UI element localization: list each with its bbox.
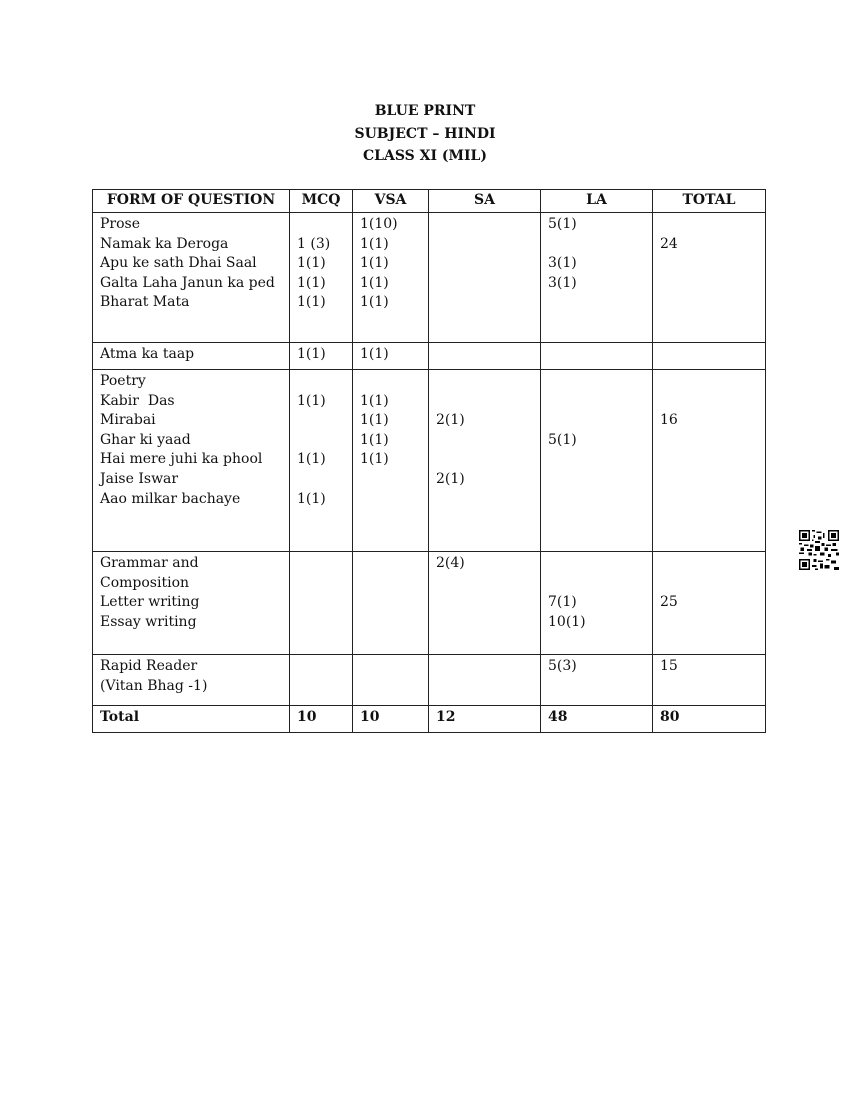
marks-value: 24 bbox=[660, 235, 678, 252]
question-form-line: Ghar ki yaad bbox=[100, 431, 191, 448]
marks-value bbox=[548, 235, 645, 255]
marks-value: 3(1) bbox=[548, 255, 577, 272]
cell-form bbox=[93, 213, 290, 343]
cell-vsa bbox=[353, 552, 429, 655]
blueprint-table bbox=[92, 189, 766, 733]
cell-mcq bbox=[290, 370, 353, 552]
table-row bbox=[93, 370, 766, 552]
cell-sa bbox=[429, 655, 541, 706]
question-form-line: Composition bbox=[100, 574, 190, 591]
marks-value: 25 bbox=[660, 594, 678, 611]
total-vsa: 10 bbox=[353, 706, 429, 733]
marks-value: 1 (3) bbox=[297, 235, 331, 252]
question-form-line: Mirabai bbox=[100, 412, 156, 429]
marks-value bbox=[548, 411, 645, 431]
marks-value bbox=[297, 431, 345, 451]
question-form-line: Hai mere juhi ka phool bbox=[100, 451, 263, 468]
marks-value bbox=[436, 392, 533, 412]
marks-value: 5(3) bbox=[548, 658, 577, 674]
header-sa: SA bbox=[429, 190, 541, 213]
question-form-line: Essay writing bbox=[100, 613, 197, 630]
marks-value: 1(1) bbox=[297, 346, 326, 362]
table-row bbox=[93, 552, 766, 655]
question-form-line: Aao milkar bachaye bbox=[100, 490, 241, 507]
cell-sa bbox=[429, 552, 541, 655]
total-total: 80 bbox=[653, 706, 766, 733]
cell-form bbox=[93, 552, 290, 655]
marks-value bbox=[436, 431, 533, 451]
cell-total bbox=[653, 343, 766, 370]
qr-code-icon bbox=[799, 530, 839, 570]
marks-value bbox=[297, 411, 345, 431]
marks-value bbox=[660, 574, 758, 594]
cell-mcq bbox=[290, 343, 353, 370]
table-row bbox=[93, 343, 766, 370]
cell-la bbox=[541, 343, 653, 370]
marks-value bbox=[660, 215, 758, 235]
marks-value: 1(1) bbox=[360, 294, 389, 311]
marks-value: 1(1) bbox=[360, 392, 389, 409]
total-mcq: 10 bbox=[290, 706, 353, 733]
cell-la bbox=[541, 213, 653, 343]
cell-la bbox=[541, 655, 653, 706]
cell-vsa bbox=[353, 213, 429, 343]
cell-total bbox=[653, 213, 766, 343]
header-total: TOTAL bbox=[653, 190, 766, 213]
question-form-line: Prose bbox=[100, 216, 141, 232]
cell-total bbox=[653, 655, 766, 706]
marks-value bbox=[660, 554, 758, 574]
question-form-line: Rapid Reader bbox=[100, 658, 198, 674]
cell-total bbox=[653, 370, 766, 552]
marks-value bbox=[360, 372, 421, 392]
cell-sa bbox=[429, 343, 541, 370]
cell-vsa bbox=[353, 655, 429, 706]
marks-value: 16 bbox=[660, 412, 678, 429]
marks-value bbox=[436, 450, 533, 470]
table-row bbox=[93, 655, 766, 706]
total-la: 48 bbox=[541, 706, 653, 733]
table-header-row bbox=[93, 190, 766, 213]
header-mcq: MCQ bbox=[290, 190, 353, 213]
cell-total bbox=[653, 552, 766, 655]
marks-value bbox=[548, 392, 645, 412]
cell-sa bbox=[429, 213, 541, 343]
cell-mcq bbox=[290, 655, 353, 706]
document-class: CLASS XI (MIL) bbox=[362, 148, 488, 164]
question-form-line: Letter writing bbox=[100, 594, 200, 611]
header-la: LA bbox=[541, 190, 653, 213]
document-title: BLUE PRINT bbox=[374, 103, 476, 119]
total-row bbox=[93, 706, 766, 733]
header-vsa: VSA bbox=[353, 190, 429, 213]
marks-value: 1(1) bbox=[297, 490, 326, 507]
marks-value bbox=[297, 470, 345, 490]
cell-mcq bbox=[290, 213, 353, 343]
question-form-line: Bharat Mata bbox=[100, 294, 190, 311]
marks-value: 1(1) bbox=[297, 451, 326, 468]
marks-value: 1(1) bbox=[297, 392, 326, 409]
cell-mcq bbox=[290, 552, 353, 655]
marks-value: 1(1) bbox=[297, 274, 326, 291]
marks-value: 2(4) bbox=[436, 555, 465, 571]
marks-value bbox=[436, 372, 533, 392]
question-form-line: Poetry bbox=[100, 373, 146, 389]
marks-value: 2(1) bbox=[436, 412, 465, 429]
marks-value: 1(10) bbox=[360, 216, 398, 232]
marks-value: 15 bbox=[660, 658, 678, 674]
marks-value: 1(1) bbox=[360, 431, 389, 448]
total-label: Total bbox=[93, 706, 290, 733]
header-form-of-question: FORM OF QUESTION bbox=[93, 190, 290, 213]
marks-value: 1(1) bbox=[360, 274, 389, 291]
marks-value bbox=[548, 574, 645, 594]
question-form-line: (Vitan Bhag -1) bbox=[100, 677, 208, 694]
cell-la bbox=[541, 370, 653, 552]
marks-value bbox=[660, 392, 758, 412]
cell-sa bbox=[429, 370, 541, 552]
marks-value: 1(1) bbox=[360, 255, 389, 272]
question-form-line: Atma ka taap bbox=[100, 346, 195, 362]
marks-value: 1(1) bbox=[360, 412, 389, 429]
marks-value: 1(1) bbox=[360, 235, 389, 252]
marks-value: 1(1) bbox=[360, 346, 389, 362]
marks-value: 3(1) bbox=[548, 274, 577, 291]
question-form-line: Apu ke sath Dhai Saal bbox=[100, 255, 257, 272]
cell-form bbox=[93, 655, 290, 706]
question-form-line: Jaise Iswar bbox=[100, 470, 179, 487]
marks-value: 10(1) bbox=[548, 613, 586, 630]
table-row bbox=[93, 213, 766, 343]
marks-value bbox=[660, 372, 758, 392]
marks-value: 5(1) bbox=[548, 216, 577, 232]
marks-value bbox=[548, 554, 645, 574]
question-form-line: Galta Laha Janun ka ped bbox=[100, 274, 275, 291]
cell-form bbox=[93, 370, 290, 552]
cell-vsa bbox=[353, 343, 429, 370]
marks-value: 7(1) bbox=[548, 594, 577, 611]
question-form-line: Grammar and bbox=[100, 555, 199, 571]
marks-value bbox=[548, 372, 645, 392]
marks-value: 2(1) bbox=[436, 470, 465, 487]
document-title-block bbox=[0, 100, 850, 168]
marks-value: 5(1) bbox=[548, 431, 577, 448]
marks-value bbox=[297, 215, 345, 235]
cell-form bbox=[93, 343, 290, 370]
question-form-line: Kabir Das bbox=[100, 392, 175, 409]
total-sa: 12 bbox=[429, 706, 541, 733]
marks-value bbox=[297, 372, 345, 392]
marks-value: 1(1) bbox=[297, 294, 326, 311]
cell-la bbox=[541, 552, 653, 655]
document-subject: SUBJECT – HINDI bbox=[354, 125, 496, 142]
question-form-line: Namak ka Deroga bbox=[100, 235, 229, 252]
marks-value: 1(1) bbox=[297, 255, 326, 272]
cell-vsa bbox=[353, 370, 429, 552]
marks-value: 1(1) bbox=[360, 451, 389, 468]
